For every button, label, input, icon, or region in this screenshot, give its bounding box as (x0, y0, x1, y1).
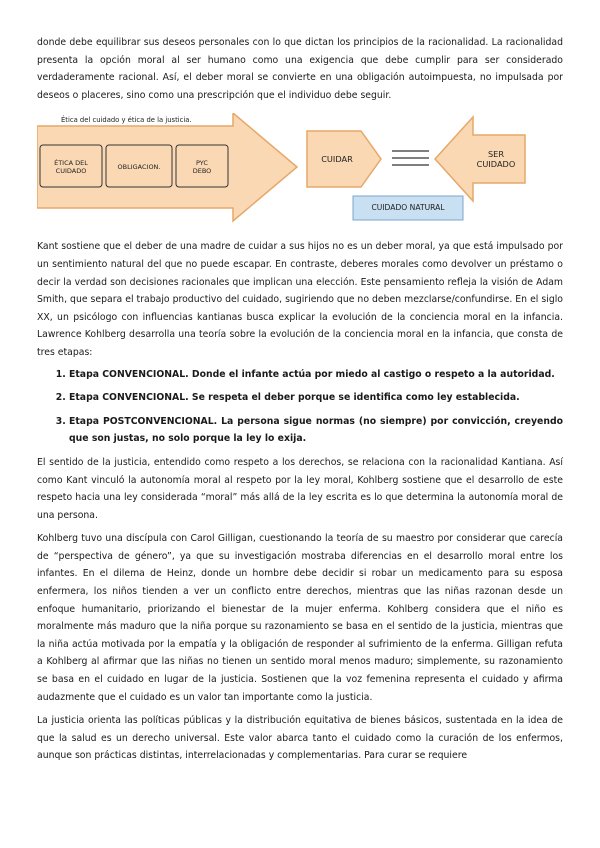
paragraph-gilligan: Kohlberg tuvo una discípula con Carol Gilligan, cuestionando la teoría de su maestro por considerar que carecía de “perspectiva de género”, ya que su investigación mostraba diferencias en el desarrollo moral entre los infantes. En el dilema de Heinz, donde un hombre debe decidir si robar un medicamento para su esposa enfermera, los niños tienden a ver un conflicto entre derechos, mientras que las niñas razonan desde un enfoque humanitario, priorizando el bienestar de la mujer enferma. Kohlberg considera que el niño es moralmente más maduro que la niña porque su razonamiento se basa en el sentido de la justicia, mientras que la niña actúa motivada por la empatía y la obligación de responder al sufrimiento de la enferma. Gilligan refuta a Kohlberg al afirmar que las niñas no tienen un sentido moral menos maduro; simplemente, su razonamiento se basa en el cuidado en lugar de la justicia. Sostienen que la voz femenina representa el cuidado y afirma audazmente que el cuidado es un valor tan importante como la justicia. (37, 533, 563, 703)
paragraph-intro: donde debe equilibrar sus deseos personales con lo que dictan los principios de la racionalidad. La racionalidad presenta la opción moral al ser humano como una exigencia que debe cumplir para ser considerado verdaderamente racional. Así, el deber moral se convierte en una obligación autoimpuesta, no impulsada por deseos o placeres, sino como una prescripción que el individuo debe seguir. (37, 37, 563, 101)
stage-item: 2. Etapa CONVENCIONAL. Se respeta el deber porque se identifica como ley establecida. (69, 389, 563, 407)
paragraph-politicas: La justicia orienta las políticas públicas y la distribución equitativa de bienes básicos, sustentada en la idea de que la salud es un derecho universal. Este valor abarca tanto el cuidado como la curación de los enfermos, aunque son prácticas distintas, interrelacionadas y complementarias. Para curar se requiere (37, 715, 563, 762)
stages-list (37, 366, 563, 448)
stage-item: 3. Etapa POSTCONVENCIONAL. La persona sigue normas (no siempre) por convicción, creyendo que son justas, no solo porque la ley lo exija. (69, 413, 563, 448)
diagram-graphic (37, 113, 563, 231)
stage-item: 1. Etapa CONVENCIONAL. Donde el infante actúa por miedo al castigo o respeto a la autoridad. (69, 366, 563, 384)
box-obligacion-label: OBLIGACION. (117, 163, 161, 172)
document-page (37, 34, 563, 765)
paragraph-justicia: El sentido de la justicia, entendido como respeto a los derechos, se relaciona con la racionalidad Kantiana. Así como Kant vinculó la autonomía moral al respeto por la ley moral, Kohlberg sostiene que el desarrollo de este respeto hacia una ley considerada “moral” más allá de la ley escrita es lo que determina la autonomía moral de una persona. (37, 456, 563, 521)
diagram-heading: Ética del cuidado y ética de la justicia. (61, 116, 192, 125)
cuidar-label: CUIDAR (321, 154, 353, 165)
box-etica-label: ÉTICA DEL CUIDADO (54, 159, 88, 176)
paragraph-kant: Kant sostiene que el deber de una madre de cuidar a sus hijos no es un deber moral, ya que está impulsado por un sentimiento natural del que no puede escapar. En contraste, deberes morales como devolver un préstamo o decir la verdad son decisiones racionales que implican una elección. Este pensamiento refleja la visión de Adam Smith, que separa el trabajo productivo del cuidado, sugiriendo que no deben mezclarse/confundirse. En el siglo XX, un psicólogo con influencias kantianas busca explicar la evolución de la conciencia moral en la infancia. Lawrence Kohlberg desarrolla una teoría sobre la evolución de la conciencia moral en la infancia, que consta de tres etapas: (37, 241, 563, 358)
ethics-diagram (37, 113, 563, 231)
cuidado-natural-label: CUIDADO NATURAL (371, 203, 445, 213)
box-pyc-label: PYC DEBO (192, 159, 212, 176)
ser-cuidado-label: SER CUIDADO (476, 149, 516, 170)
